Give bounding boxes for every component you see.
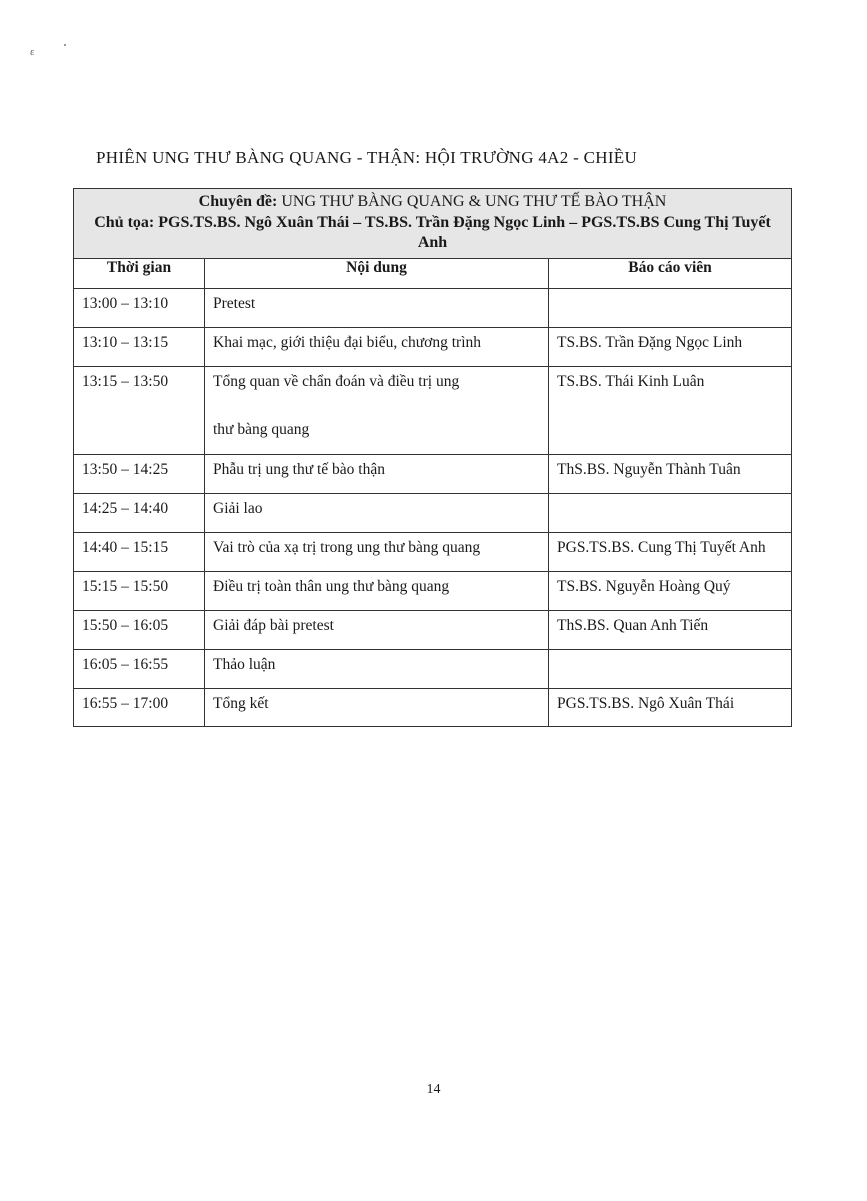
speaker-cell: [549, 289, 792, 328]
table-row: [74, 367, 792, 455]
speaker-cell: TS.BS. Nguyễn Hoàng Quý: [549, 572, 792, 611]
time-cell: 14:25 – 14:40: [74, 494, 205, 533]
time-cell: 16:05 – 16:55: [74, 650, 205, 689]
table-row: [74, 494, 792, 533]
time-cell: 14:40 – 15:15: [74, 533, 205, 572]
content-cell: Phẫu trị ung thư tế bào thận: [205, 455, 549, 494]
content-cell: Giải đáp bài pretest: [205, 611, 549, 650]
table-row: [74, 533, 792, 572]
table-row: [74, 455, 792, 494]
speaker-cell: [549, 494, 792, 533]
speaker-cell: ThS.BS. Nguyễn Thành Tuân: [549, 455, 792, 494]
scan-mark: ε: [30, 46, 35, 58]
content-cell: Giải lao: [205, 494, 549, 533]
time-cell: 15:15 – 15:50: [74, 572, 205, 611]
table-row: [74, 572, 792, 611]
topic-line: [74, 191, 791, 213]
chairs-line: Chủ tọa: PGS.TS.BS. Ngô Xuân Thái – TS.BS. Trần Đặng Ngọc Linh – PGS.TS.BS Cung Thị Tuyết Anh: [94, 214, 771, 251]
page-number: 14: [426, 1082, 441, 1097]
content-cell: Khai mạc, giới thiệu đại biểu, chương trình: [205, 328, 549, 367]
speaker-cell: [549, 650, 792, 689]
speaker-cell: ThS.BS. Quan Anh Tiến: [549, 611, 792, 650]
session-title: PHIÊN UNG THƯ BÀNG QUANG - THẬN: HỘI TRƯỜNG 4A2 - CHIỀU: [96, 148, 638, 167]
speaker-cell: PGS.TS.BS. Cung Thị Tuyết Anh: [549, 533, 792, 572]
content-line: thư bàng quang: [213, 421, 310, 438]
content-cell: Tổng kết: [205, 689, 549, 727]
scan-dot: [64, 44, 66, 46]
time-cell: 13:00 – 13:10: [74, 289, 205, 328]
speaker-cell: TS.BS. Trần Đặng Ngọc Linh: [549, 328, 792, 367]
topic-label: Chuyên đề:: [198, 193, 278, 210]
speaker-cell: PGS.TS.BS. Ngô Xuân Thái: [549, 689, 792, 727]
column-header-time: Thời gian: [74, 259, 205, 289]
time-cell: 15:50 – 16:05: [74, 611, 205, 650]
content-cell: [205, 367, 549, 455]
time-cell: 13:15 – 13:50: [74, 367, 205, 455]
table-row: [74, 328, 792, 367]
time-cell: 16:55 – 17:00: [74, 689, 205, 727]
table-header-cell: [74, 189, 792, 259]
table-row: [74, 611, 792, 650]
content-cell: Điều trị toàn thân ung thư bàng quang: [205, 572, 549, 611]
column-header-row: [74, 259, 792, 289]
table-header-row: [74, 189, 792, 259]
column-header-speaker: Báo cáo viên: [549, 259, 792, 289]
content-line: Tổng quan về chẩn đoán và điều trị ung: [213, 373, 460, 390]
agenda-body: [74, 289, 792, 727]
column-header-content: Nội dung: [205, 259, 549, 289]
topic-value: UNG THƯ BÀNG QUANG & UNG THƯ TẾ BÀO THẬN: [281, 193, 667, 210]
agenda-table: [73, 188, 792, 727]
content-cell: Vai trò của xạ trị trong ung thư bàng quang: [205, 533, 549, 572]
table-row: [74, 689, 792, 727]
table-row: [74, 650, 792, 689]
time-cell: 13:10 – 13:15: [74, 328, 205, 367]
time-cell: 13:50 – 14:25: [74, 455, 205, 494]
table-row: [74, 289, 792, 328]
speaker-cell: TS.BS. Thái Kinh Luân: [549, 367, 792, 455]
content-cell: Pretest: [205, 289, 549, 328]
content-cell: Thảo luận: [205, 650, 549, 689]
